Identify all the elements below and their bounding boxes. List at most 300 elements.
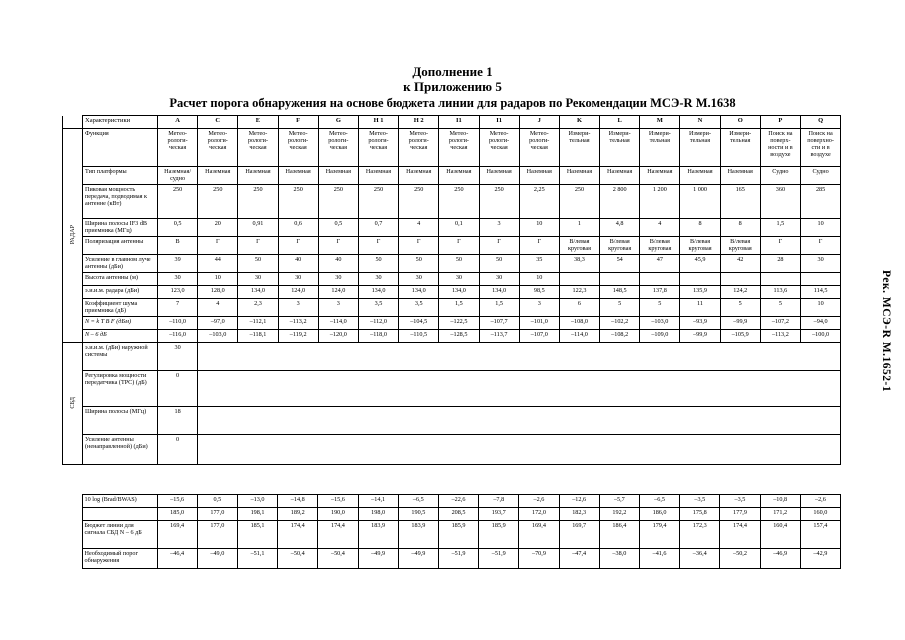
- table-cell: 186,0: [639, 508, 679, 521]
- table-cell: 177,0: [197, 508, 237, 521]
- table-cell: –50,2: [720, 549, 760, 569]
- row-label: Ширина полосы (МГц): [83, 407, 158, 435]
- table-cell: –49,9: [398, 549, 438, 569]
- table-cell: –12,6: [559, 495, 599, 508]
- empty-cell: [198, 435, 841, 465]
- table-cell: [801, 273, 841, 286]
- table-cell: –94,0: [801, 317, 841, 330]
- table-cell: 157,4: [800, 521, 840, 549]
- table-cell: Наземная: [399, 167, 439, 185]
- table-cell: –118,1: [238, 330, 278, 343]
- table-cell: –13,0: [237, 495, 277, 508]
- table-cell: –102,2: [600, 317, 640, 330]
- table-cell: Наземная: [640, 167, 680, 185]
- table-cell: –6,5: [639, 495, 679, 508]
- radar-row: [63, 129, 841, 167]
- group-spacer: [63, 116, 83, 129]
- row-label: Регулировка мощности передатчика (TPC) (дБ): [83, 371, 158, 407]
- table-cell: –109,0: [640, 330, 680, 343]
- table-cell: 2 800: [600, 185, 640, 219]
- table-cell: –14,8: [278, 495, 318, 508]
- table-cell: Г: [278, 237, 318, 255]
- table-cell: Наземная: [439, 167, 479, 185]
- table-cell: 4: [399, 219, 439, 237]
- column-header: N: [680, 116, 720, 129]
- table-cell: –113,2: [760, 330, 800, 343]
- table-cell: 10: [519, 273, 559, 286]
- table-cell: Поиск на поверхно-сти и в воздухе: [801, 129, 841, 167]
- table-cell: –15,6: [157, 495, 197, 508]
- table-cell: 174,4: [318, 521, 358, 549]
- table-cell: [760, 273, 800, 286]
- table-cell: [600, 273, 640, 286]
- table-cell: Наземная: [198, 167, 238, 185]
- table-cell: 1,5: [439, 299, 479, 317]
- radar-row: [63, 255, 841, 273]
- budget-row: [62, 508, 841, 521]
- table-cell: Наземная/ судно: [158, 167, 198, 185]
- table-cell: Метео-рологи-ческая: [479, 129, 519, 167]
- table-cell: –14,1: [358, 495, 398, 508]
- table-cell: 124,2: [720, 286, 760, 299]
- table-cell: 30: [158, 273, 198, 286]
- table-cell: Г: [399, 237, 439, 255]
- radar-row: [63, 237, 841, 255]
- table-cell: 30: [399, 273, 439, 286]
- table-cell: 250: [278, 185, 318, 219]
- table-cell: –112,1: [238, 317, 278, 330]
- table-cell: 124,0: [278, 286, 318, 299]
- table-cell: 0: [158, 371, 198, 407]
- table-cell: 50: [358, 255, 398, 273]
- table-cell: 4: [640, 219, 680, 237]
- table-cell: 123,0: [158, 286, 198, 299]
- table-cell: Метео-рологи-ческая: [318, 129, 358, 167]
- table-cell: 134,0: [399, 286, 439, 299]
- table-cell: 4: [198, 299, 238, 317]
- table-cell: –41,6: [639, 549, 679, 569]
- radar-row: [63, 286, 841, 299]
- table-cell: –49,0: [197, 549, 237, 569]
- table-cell: 30: [318, 273, 358, 286]
- table-cell: 169,4: [157, 521, 197, 549]
- table-cell: –110,0: [158, 317, 198, 330]
- rlan-group-label: [63, 343, 83, 465]
- table-cell: 285: [801, 185, 841, 219]
- radar-row: [63, 299, 841, 317]
- table-cell: 183,9: [358, 521, 398, 549]
- row-label: Необходимый порог обнаружения: [82, 549, 157, 569]
- table-cell: –51,1: [237, 549, 277, 569]
- table-cell: –99,9: [720, 317, 760, 330]
- table-cell: Наземная: [479, 167, 519, 185]
- table-cell: 250: [198, 185, 238, 219]
- table-cell: 45,9: [680, 255, 720, 273]
- table-cell: Г: [198, 237, 238, 255]
- table-cell: Наземная: [278, 167, 318, 185]
- table-cell: –120,0: [318, 330, 358, 343]
- row-label: Усиление в главном луче антенны (дБи): [83, 255, 158, 273]
- table-cell: Измери-тельная: [680, 129, 720, 167]
- table-cell: 124,0: [318, 286, 358, 299]
- table-cell: 8: [680, 219, 720, 237]
- table-cell: –99,9: [680, 330, 720, 343]
- table-cell: 172,3: [680, 521, 720, 549]
- column-header: O: [720, 116, 760, 129]
- table-cell: Метео-рологи-ческая: [158, 129, 198, 167]
- table-cell: В/левая круговая: [640, 237, 680, 255]
- column-header: H 1: [358, 116, 398, 129]
- table-cell: 30: [358, 273, 398, 286]
- row-label: Коэффициент шума приемника (дБ): [83, 299, 158, 317]
- table-cell: Измери-тельная: [559, 129, 599, 167]
- table-cell: 160,4: [760, 521, 800, 549]
- budget-row: [62, 521, 841, 549]
- table-cell: 3: [278, 299, 318, 317]
- header-label: Характеристики: [83, 116, 158, 129]
- table-cell: Г: [519, 237, 559, 255]
- radar-row: [63, 330, 841, 343]
- table-cell: Наземная: [238, 167, 278, 185]
- table-cell: 250: [479, 185, 519, 219]
- row-label: N – 6 дБ: [83, 330, 158, 343]
- table-cell: 1 200: [640, 185, 680, 219]
- table-cell: 179,4: [639, 521, 679, 549]
- table-cell: 0,5: [318, 219, 358, 237]
- table-cell: –70,9: [519, 549, 559, 569]
- table-cell: 5: [720, 299, 760, 317]
- table-cell: 40: [318, 255, 358, 273]
- table-cell: –93,9: [680, 317, 720, 330]
- table-cell: 185,0: [157, 508, 197, 521]
- column-header: P: [760, 116, 800, 129]
- radar-row: [63, 317, 841, 330]
- column-header: L: [600, 116, 640, 129]
- table-cell: В: [158, 237, 198, 255]
- table-cell: –114,0: [559, 330, 599, 343]
- table-cell: –118,0: [358, 330, 398, 343]
- row-label: Поляризация антенны: [83, 237, 158, 255]
- row-label: э.и.и.м. (дБи) наружной системы: [83, 343, 158, 371]
- rlan-group-text: СБД: [69, 396, 76, 409]
- table-cell: 30: [801, 255, 841, 273]
- table-cell: 3,5: [399, 299, 439, 317]
- table-cell: 250: [158, 185, 198, 219]
- table-cell: Г: [479, 237, 519, 255]
- table-cell: –119,2: [278, 330, 318, 343]
- column-header-row: [63, 116, 841, 129]
- column-header: H 2: [399, 116, 439, 129]
- table-cell: Метео-рологи-ческая: [198, 129, 238, 167]
- table-cell: Наземная: [318, 167, 358, 185]
- table-cell: –113,7: [479, 330, 519, 343]
- table-cell: 50: [439, 255, 479, 273]
- table-cell: –10,8: [760, 495, 800, 508]
- table-cell: –7,8: [479, 495, 519, 508]
- table-cell: 30: [238, 273, 278, 286]
- table-cell: 186,4: [599, 521, 639, 549]
- rlan-row: [63, 371, 841, 407]
- table-cell: –42,9: [800, 549, 840, 569]
- table-cell: 175,8: [680, 508, 720, 521]
- table-cell: –108,2: [600, 330, 640, 343]
- table-cell: –22,6: [438, 495, 478, 508]
- table-cell: [680, 273, 720, 286]
- table-cell: Метео-рологи-ческая: [358, 129, 398, 167]
- appendix-title: Дополнение 1: [412, 64, 493, 79]
- table-cell: –15,6: [318, 495, 358, 508]
- column-header: I1: [439, 116, 479, 129]
- table-cell: 6: [559, 299, 599, 317]
- table-cell: –128,5: [439, 330, 479, 343]
- table-cell: –36,4: [680, 549, 720, 569]
- table-cell: 11: [680, 299, 720, 317]
- table-cell: 30: [158, 343, 198, 371]
- row-label: Пиковая мощность передача, подводимая к антенне (кВт): [83, 185, 158, 219]
- row-label: Функция: [83, 129, 158, 167]
- table-cell: 0,1: [439, 219, 479, 237]
- table-cell: –107,0: [519, 330, 559, 343]
- table-cell: –101,0: [519, 317, 559, 330]
- table-cell: 250: [439, 185, 479, 219]
- table-cell: 10: [801, 299, 841, 317]
- table-cell: 250: [399, 185, 439, 219]
- table-cell: Наземная: [680, 167, 720, 185]
- table-cell: В/левая круговая: [680, 237, 720, 255]
- rlan-row: [63, 435, 841, 465]
- table-cell: –38,0: [599, 549, 639, 569]
- table-cell: –50,4: [278, 549, 318, 569]
- column-header: K: [559, 116, 599, 129]
- table-cell: 250: [559, 185, 599, 219]
- table-cell: Г: [358, 237, 398, 255]
- table-cell: 10: [198, 273, 238, 286]
- table-cell: –105,9: [720, 330, 760, 343]
- table-cell: 4,8: [600, 219, 640, 237]
- radar-row: [63, 273, 841, 286]
- table-cell: Г: [439, 237, 479, 255]
- table-cell: [559, 273, 599, 286]
- row-label: Высота антенны (м): [83, 273, 158, 286]
- column-header: E: [238, 116, 278, 129]
- table-cell: 2,3: [238, 299, 278, 317]
- table-cell: 193,7: [479, 508, 519, 521]
- table-cell: 182,3: [559, 508, 599, 521]
- column-header: F: [278, 116, 318, 129]
- table-cell: 165: [720, 185, 760, 219]
- table-cell: 122,3: [559, 286, 599, 299]
- row-label: Тип платформы: [83, 167, 158, 185]
- link-budget-table: [62, 494, 841, 569]
- table-cell: 114,5: [801, 286, 841, 299]
- table-cell: [720, 273, 760, 286]
- table-cell: Судно: [801, 167, 841, 185]
- table-cell: –46,9: [760, 549, 800, 569]
- table-cell: 50: [399, 255, 439, 273]
- table-cell: 134,0: [238, 286, 278, 299]
- table-cell: –116,0: [158, 330, 198, 343]
- table-cell: 169,7: [559, 521, 599, 549]
- table-cell: –113,2: [278, 317, 318, 330]
- table-cell: Метео-рологи-ческая: [238, 129, 278, 167]
- table-cell: [640, 273, 680, 286]
- table-cell: 171,2: [760, 508, 800, 521]
- table-cell: 10: [519, 219, 559, 237]
- table-cell: –6,5: [398, 495, 438, 508]
- table-cell: –97,0: [198, 317, 238, 330]
- radar-group-label: [63, 129, 83, 343]
- column-header: J: [519, 116, 559, 129]
- table-cell: –3,5: [720, 495, 760, 508]
- column-header: C: [198, 116, 238, 129]
- table-cell: –46,4: [157, 549, 197, 569]
- table-cell: 5: [640, 299, 680, 317]
- table-cell: 1,5: [479, 299, 519, 317]
- table-cell: 128,0: [198, 286, 238, 299]
- table-cell: Г: [318, 237, 358, 255]
- table-cell: 3: [519, 299, 559, 317]
- table-cell: В/левая круговая: [559, 237, 599, 255]
- table-cell: 2,25: [519, 185, 559, 219]
- table-cell: –114,0: [318, 317, 358, 330]
- table-cell: –50,4: [318, 549, 358, 569]
- table-cell: 250: [318, 185, 358, 219]
- table-cell: 198,0: [358, 508, 398, 521]
- table-cell: 177,0: [197, 521, 237, 549]
- table-cell: –104,5: [399, 317, 439, 330]
- table-cell: 174,4: [278, 521, 318, 549]
- table-cell: Метео-рологи-ческая: [399, 129, 439, 167]
- table-cell: –110,5: [399, 330, 439, 343]
- table-cell: 250: [238, 185, 278, 219]
- table-cell: Наземная: [600, 167, 640, 185]
- table-cell: –107,7: [479, 317, 519, 330]
- table-cell: 190,5: [398, 508, 438, 521]
- table-cell: 1: [559, 219, 599, 237]
- table-cell: Г: [238, 237, 278, 255]
- row-label: Ширина полосы IF3 dB приемника (МГц): [83, 219, 158, 237]
- table-cell: 169,4: [519, 521, 559, 549]
- table-cell: 1 000: [680, 185, 720, 219]
- table-cell: 189,2: [278, 508, 318, 521]
- table-cell: 38,3: [559, 255, 599, 273]
- empty-cell: [198, 343, 841, 371]
- column-header: G: [318, 116, 358, 129]
- table-cell: 47: [640, 255, 680, 273]
- table-cell: 0,7: [358, 219, 398, 237]
- table-cell: –51,9: [438, 549, 478, 569]
- budget-row: [62, 549, 841, 569]
- table-cell: 30: [439, 273, 479, 286]
- table-cell: 198,1: [237, 508, 277, 521]
- table-cell: 137,8: [640, 286, 680, 299]
- table-cell: 0,5: [158, 219, 198, 237]
- table-cell: Измери-тельная: [600, 129, 640, 167]
- table-cell: 98,5: [519, 286, 559, 299]
- table-cell: 0,5: [197, 495, 237, 508]
- table-cell: Наземная: [559, 167, 599, 185]
- table-cell: –2,6: [519, 495, 559, 508]
- table-cell: 30: [479, 273, 519, 286]
- table-cell: Измери-тельная: [640, 129, 680, 167]
- table-cell: 8: [720, 219, 760, 237]
- radar-group-text: РАДАР: [69, 224, 76, 245]
- table-cell: Наземная: [358, 167, 398, 185]
- row-label: Усиление антенны (ненаправленной) (дБи): [83, 435, 158, 465]
- row-label: Бюджет линии для сигнала СБД N – 6 дБ: [82, 521, 157, 549]
- radar-row: [63, 185, 841, 219]
- annex-subtitle: к Приложению 5: [403, 79, 502, 94]
- table-cell: 5: [600, 299, 640, 317]
- table-cell: 183,9: [398, 521, 438, 549]
- table-cell: –108,0: [559, 317, 599, 330]
- table-cell: Наземная: [720, 167, 760, 185]
- table-cell: 0,91: [238, 219, 278, 237]
- table-cell: 185,9: [479, 521, 519, 549]
- table-cell: 208,5: [438, 508, 478, 521]
- table-cell: Г: [801, 237, 841, 255]
- table-cell: Измери-тельная: [720, 129, 760, 167]
- table-cell: В/левая круговая: [720, 237, 760, 255]
- table-cell: 42: [720, 255, 760, 273]
- table-cell: Г: [760, 237, 800, 255]
- table-cell: 0,6: [278, 219, 318, 237]
- table-cell: 20: [198, 219, 238, 237]
- budget-row: [62, 495, 841, 508]
- row-label: э.и.и.м. радара (дБи): [83, 286, 158, 299]
- column-header: A: [158, 116, 198, 129]
- table-cell: 44: [198, 255, 238, 273]
- column-header: I1: [479, 116, 519, 129]
- table-cell: 250: [358, 185, 398, 219]
- table-cell: Наземная: [519, 167, 559, 185]
- table-cell: 177,9: [720, 508, 760, 521]
- row-label: N = k T B F (дБм): [83, 317, 158, 330]
- table-cell: –112,0: [358, 317, 398, 330]
- table-cell: 10: [801, 219, 841, 237]
- table-cell: –2,6: [800, 495, 840, 508]
- table-cell: 39: [158, 255, 198, 273]
- table-cell: 192,2: [599, 508, 639, 521]
- radar-row: [63, 219, 841, 237]
- table-cell: 3: [318, 299, 358, 317]
- radar-rlan-table: [62, 115, 841, 465]
- table-cell: 18: [158, 407, 198, 435]
- table-cell: 5: [760, 299, 800, 317]
- table-cell: 134,0: [479, 286, 519, 299]
- table-cell: 3: [479, 219, 519, 237]
- radar-row: [63, 167, 841, 185]
- table-cell: 135,9: [680, 286, 720, 299]
- table-cell: –3,5: [680, 495, 720, 508]
- table-cell: 113,6: [760, 286, 800, 299]
- table-cell: 160,0: [800, 508, 840, 521]
- table-cell: 174,4: [720, 521, 760, 549]
- empty-cell: [198, 407, 841, 435]
- table-cell: –5,7: [599, 495, 639, 508]
- table-cell: 54: [600, 255, 640, 273]
- table-cell: 185,1: [237, 521, 277, 549]
- table-cell: 134,0: [358, 286, 398, 299]
- table-cell: 360: [760, 185, 800, 219]
- row-label: 10 log (Brad/BWAS): [82, 495, 157, 508]
- table-cell: Судно: [760, 167, 800, 185]
- table-cell: 172,0: [519, 508, 559, 521]
- row-label: [82, 508, 157, 521]
- rlan-row: [63, 343, 841, 371]
- table-cell: 40: [278, 255, 318, 273]
- table-cell: 7: [158, 299, 198, 317]
